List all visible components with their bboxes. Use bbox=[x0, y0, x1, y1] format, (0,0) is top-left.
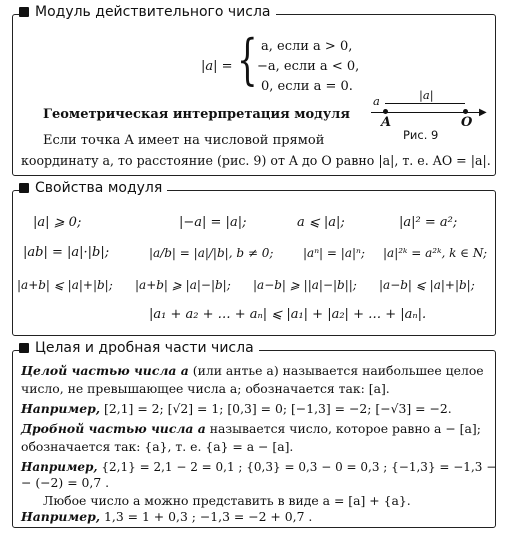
int-def-line-1 bbox=[21, 363, 484, 379]
parts-title-text: Целая и дробная части числа bbox=[35, 340, 254, 356]
fig-point-O: O bbox=[461, 115, 473, 130]
last-example-label: Например, bbox=[21, 509, 101, 524]
prop-row2-4: |a|²ᵏ = a²ᵏ, k ∈ N; bbox=[383, 246, 487, 260]
frac-def-line-2: обозначается так: {a}, т. е. {a} = a − [a]. bbox=[21, 439, 294, 454]
int-examples-line bbox=[21, 401, 452, 417]
frac-examples-cont: − (−2) = 0,7 . bbox=[21, 475, 110, 490]
properties-section-title bbox=[19, 180, 167, 196]
modulus-section-title bbox=[19, 4, 276, 20]
figure-9 bbox=[371, 87, 489, 142]
modulus-section bbox=[12, 4, 496, 176]
modulus-case-2: −a, если a < 0, bbox=[257, 59, 360, 74]
int-example-label: Например, bbox=[21, 401, 101, 416]
prop-row3-4: |a−b| ⩽ |a|+|b|; bbox=[379, 278, 475, 292]
prop-row2-3: |aⁿ| = |a|ⁿ; bbox=[303, 246, 365, 260]
int-def-term: Целой частью числа a bbox=[21, 363, 189, 378]
frac-def-term: Дробной частью числа a bbox=[21, 421, 206, 436]
geo-text-line-2: координату a, то расстояние (рис. 9) от A до O равно |a|, т. е. AO = |a|. bbox=[21, 153, 491, 168]
any-number-line: Любое число a можно представить в виде a = [a] + {a}. bbox=[43, 493, 411, 508]
prop-row3-3: |a−b| ⩾ ||a|−|b||; bbox=[253, 278, 357, 292]
fig-caption: Рис. 9 bbox=[403, 128, 439, 142]
last-examples: 1,3 = 1 + 0,3 ; −1,3 = −2 + 0,7 . bbox=[104, 509, 313, 524]
modulus-case-1: a, если a > 0, bbox=[261, 39, 353, 54]
frac-example-label: Например, bbox=[21, 460, 98, 474]
frac-def-rest: называется число, которое равно a − [a]; bbox=[205, 421, 481, 436]
modulus-def-lhs: |a| = bbox=[201, 59, 233, 74]
frac-examples: {2,1} = 2,1 − 2 = 0,1 ; {0,3} = 0,3 − 0 = 0,3 ; {−1,3} = −1,3 − bbox=[101, 460, 497, 474]
prop-row3-2: |a+b| ⩾ |a|−|b|; bbox=[135, 278, 231, 292]
prop-row1-1: |a| ⩾ 0; bbox=[33, 215, 82, 230]
bullet-square-icon bbox=[19, 343, 29, 353]
parts-section bbox=[12, 340, 497, 528]
prop-row3-1: |a+b| ⩽ |a|+|b|; bbox=[17, 278, 113, 292]
frac-examples-line bbox=[21, 459, 496, 475]
geo-text-line-1: Если точка A имеет на числовой прямой bbox=[43, 133, 325, 148]
modulus-def-brace: { bbox=[237, 28, 258, 91]
fig-a-label: a bbox=[373, 94, 380, 108]
prop-row2-1: |ab| = |a|·|b|; bbox=[23, 245, 110, 260]
properties-title-text: Свойства модуля bbox=[35, 180, 163, 196]
modulus-case-3: 0, если a = 0. bbox=[261, 79, 353, 94]
fig-brace-line bbox=[385, 103, 465, 104]
fig-abs-label: |a| bbox=[419, 88, 434, 102]
last-examples-line bbox=[21, 509, 312, 525]
int-def-rest: (или антье a) называется наибольшее целое bbox=[188, 363, 484, 378]
prop-row2-2: |a/b| = |a|/|b|, b ≠ 0; bbox=[149, 246, 274, 260]
modulus-title-text: Модуль действительного числа bbox=[35, 4, 271, 20]
prop-row1-2: |−a| = |a|; bbox=[179, 215, 247, 230]
bullet-square-icon bbox=[19, 183, 29, 193]
fig-point-O-dot bbox=[463, 109, 468, 114]
int-def-line-2: число, не превышающее числа a; обозначается так: [a]. bbox=[21, 381, 390, 396]
frac-def-line-1 bbox=[21, 421, 481, 437]
bullet-square-icon bbox=[19, 7, 29, 17]
geo-interpretation-title: Геометрическая интерпретация модуля bbox=[43, 107, 350, 122]
prop-row1-4: |a|² = a²; bbox=[399, 215, 458, 230]
parts-section-title bbox=[19, 340, 259, 356]
fig-point-A: A bbox=[381, 115, 392, 130]
prop-row4: |a₁ + a₂ + … + aₙ| ⩽ |a₁| + |a₂| + … + |aₙ|. bbox=[149, 307, 427, 322]
prop-row1-3: a ⩽ |a|; bbox=[297, 215, 345, 230]
fig-point-A-dot bbox=[383, 109, 388, 114]
fig-arrow-icon: ▶ bbox=[479, 107, 487, 118]
int-examples: [2,1] = 2; [√2] = 1; [0,3] = 0; [−1,3] = −2; [−√3] = −2. bbox=[104, 401, 452, 416]
properties-section bbox=[12, 180, 496, 336]
